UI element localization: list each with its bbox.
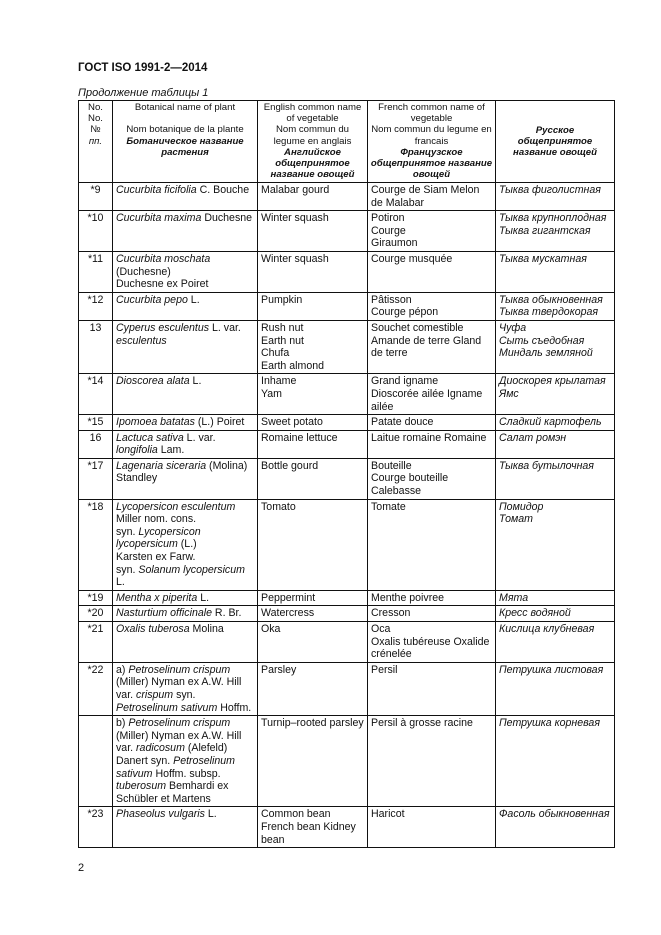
botanical-name-cell xyxy=(113,606,258,622)
table-row xyxy=(79,716,615,807)
botanical-name-italic: Lagenaria siceraria xyxy=(116,459,207,472)
botanical-name-italic: radicosum xyxy=(136,742,185,755)
english-name-cell-line: Earth almond xyxy=(261,359,325,372)
header-russian-name: Русское общепринятое название овощей xyxy=(496,101,615,183)
russian-name-cell-line: Миндаль земляной xyxy=(499,347,593,360)
french-name-cell-line: Haricot xyxy=(371,808,405,821)
botanical-name-cell xyxy=(113,415,258,431)
botanical-name-author: syn. xyxy=(116,563,139,576)
botanical-name-author: L. xyxy=(189,375,202,388)
table-row xyxy=(79,662,615,715)
botanical-name-italic: Oxalis tuberosa xyxy=(116,623,190,635)
russian-name-cell-line: Тыква фиголистная xyxy=(499,184,601,196)
russian-name-cell xyxy=(496,211,615,252)
row-number: *22 xyxy=(79,662,113,715)
row-number: *21 xyxy=(79,622,113,663)
english-name-cell xyxy=(258,499,368,590)
english-name-cell xyxy=(258,415,368,431)
table-row xyxy=(79,499,615,590)
russian-name-cell xyxy=(496,183,615,211)
english-name-cell xyxy=(258,590,368,606)
french-name-cell-line: Pâtisson xyxy=(371,293,412,306)
botanical-name-italic: Ipomoea batatas xyxy=(116,416,195,429)
english-name-cell xyxy=(258,183,368,211)
botanical-name-italic: longifolia xyxy=(116,444,158,457)
botanical-name-cell xyxy=(113,590,258,606)
russian-name-cell-line: Сыть съедобная xyxy=(499,334,585,347)
french-name-cell xyxy=(368,211,496,252)
russian-name-cell-line: Тыква бутылочная xyxy=(499,459,594,472)
row-number: *19 xyxy=(79,590,113,606)
russian-name-cell-line: Кресс водяной xyxy=(499,607,571,620)
french-name-cell xyxy=(368,606,496,622)
botanical-name-italic: Lactuca sativa xyxy=(116,431,184,444)
english-name-cell-line: Peppermint xyxy=(261,591,316,604)
botanical-name-cell xyxy=(113,292,258,320)
french-name-cell xyxy=(368,590,496,606)
row-number: *12 xyxy=(79,292,113,320)
botanical-name-cell xyxy=(113,211,258,252)
english-name-cell-line: Romaine lettuce xyxy=(261,431,338,444)
english-name-cell xyxy=(258,622,368,663)
russian-name-cell-line: Помидор xyxy=(499,500,544,513)
botanical-name-italic: Mentha x piperita xyxy=(116,591,198,604)
french-name-cell-line: Oxalis tubéreuse Oxalide crénelée xyxy=(371,635,490,661)
french-name-cell xyxy=(368,662,496,715)
header-english-name: English common name of vegetable Nom commun du legume en anglais Английское общепринятое название овощей xyxy=(258,101,368,183)
botanical-name-author: (Duchesne) xyxy=(116,265,171,278)
russian-name-cell xyxy=(496,430,615,458)
russian-name-cell-line: Петрушка листовая xyxy=(499,663,604,676)
russian-name-cell xyxy=(496,374,615,415)
english-name-cell-line: Watercress xyxy=(261,607,315,620)
botanical-name-italic: crispum xyxy=(136,688,174,701)
english-name-cell xyxy=(258,430,368,458)
botanical-name-cell xyxy=(113,251,258,292)
botanical-name-author: Duchesne ex Poiret xyxy=(116,278,209,291)
botanical-name-author: Molina xyxy=(189,623,224,635)
english-name-cell-line: Winter squash xyxy=(261,212,329,225)
english-name-cell-line: Parsley xyxy=(261,663,297,676)
botanical-name-author: (Alefeld) Danert syn. xyxy=(116,742,228,767)
english-name-cell-line: Turnip–rooted parsley xyxy=(261,717,364,730)
table-row xyxy=(79,590,615,606)
english-name-cell-line: Yam xyxy=(261,387,282,400)
russian-name-cell xyxy=(496,662,615,715)
botanical-name-author: Hoffm. xyxy=(217,701,252,714)
french-name-cell-line: Courge de Siam Melon de Malabar xyxy=(371,184,480,209)
table-row xyxy=(79,458,615,499)
row-number: *20 xyxy=(79,606,113,622)
english-name-cell-line: Oka xyxy=(261,623,281,635)
russian-name-cell xyxy=(496,622,615,663)
french-name-cell-line: Patate douce xyxy=(371,416,434,429)
botanical-name-author: L. xyxy=(204,808,217,821)
english-name-cell-line: Pumpkin xyxy=(261,293,303,306)
french-name-cell-line: Cresson xyxy=(371,607,411,620)
page-number: 2 xyxy=(78,862,85,874)
botanical-name-author: L. var. xyxy=(209,321,241,334)
russian-name-cell-line: Тыква обыкновенная Тыква твердокорая xyxy=(499,293,603,319)
english-name-cell-line: Tomato xyxy=(261,500,296,513)
french-name-cell-line: Dioscorée ailée Igname ailée xyxy=(371,387,483,413)
russian-name-cell xyxy=(496,499,615,590)
header-number: No. No. № пп. xyxy=(79,101,113,183)
english-name-cell xyxy=(258,211,368,252)
english-name-cell-line: Earth nut xyxy=(261,334,304,347)
french-name-cell xyxy=(368,415,496,431)
english-name-cell-line: Common bean French bean Kidney bean xyxy=(261,808,356,846)
botanical-name-author: L. var. xyxy=(183,431,216,444)
french-name-cell-line: Courge musquée xyxy=(371,252,453,265)
botanical-name-italic: Petroselinum crispum xyxy=(128,663,231,676)
russian-name-cell xyxy=(496,807,615,848)
row-number: *10 xyxy=(79,211,113,252)
french-name-cell-line: Persil à grosse racine xyxy=(371,717,473,730)
botanical-name-cell xyxy=(113,716,258,807)
row-number: *17 xyxy=(79,458,113,499)
table-row xyxy=(79,320,615,373)
french-name-cell-line: Souchet comestible xyxy=(371,321,464,334)
english-name-cell-line: Rush nut xyxy=(261,321,304,334)
table-row xyxy=(79,415,615,431)
botanical-name-italic: Cyperus esculentus xyxy=(116,321,210,334)
table-row xyxy=(79,807,615,848)
russian-name-cell xyxy=(496,458,615,499)
botanical-name-author: (Molina) xyxy=(206,459,248,472)
english-name-cell-line: Malabar gourd xyxy=(261,184,330,196)
botanical-name-author: (L.) Poiret xyxy=(194,416,245,429)
botanical-name-italic: Nasturtium officinale xyxy=(116,607,212,620)
french-name-cell-line: Courge bouteille xyxy=(371,472,449,485)
botanical-name-cell xyxy=(113,499,258,590)
french-name-cell-line: Menthe poivree xyxy=(371,591,445,604)
botanical-name-author: Bemhardi ex Schübler et Martens xyxy=(116,780,229,805)
table-row xyxy=(79,606,615,622)
row-number: 13 xyxy=(79,320,113,373)
header-botanical-name: Botanical name of plant Nom botanique de la plante Ботаническое название растения xyxy=(113,101,258,183)
russian-name-cell-line: Тыква крупноплодная xyxy=(499,212,607,225)
french-name-cell-line: Giraumon xyxy=(371,237,418,250)
table-row xyxy=(79,211,615,252)
botanical-name-cell xyxy=(113,622,258,663)
russian-name-cell xyxy=(496,590,615,606)
english-name-cell xyxy=(258,320,368,373)
botanical-name-author: a) xyxy=(116,663,129,676)
english-name-cell xyxy=(258,606,368,622)
french-name-cell-line: Courge xyxy=(371,224,406,237)
english-name-cell-line: Sweet potato xyxy=(261,416,323,429)
vegetables-table xyxy=(78,100,615,848)
table-row xyxy=(79,430,615,458)
russian-name-cell-line: Тыква гигантская xyxy=(499,224,591,237)
botanical-name-italic: Cucurbita pepo xyxy=(116,293,188,306)
botanical-name-author: (L.) xyxy=(177,538,197,551)
english-name-cell xyxy=(258,662,368,715)
english-name-cell-line: Chufa xyxy=(261,347,290,360)
botanical-name-author: Hoffm. subsp. xyxy=(152,767,221,780)
english-name-cell xyxy=(258,458,368,499)
botanical-name-cell xyxy=(113,320,258,373)
russian-name-cell xyxy=(496,716,615,807)
french-name-cell-line: Oca xyxy=(371,623,391,635)
russian-name-cell-line: Фасоль обыкновенная xyxy=(499,808,610,821)
row-number: *11 xyxy=(79,251,113,292)
botanical-name-italic: Phaseolus vulgaris xyxy=(116,808,205,821)
french-name-cell xyxy=(368,499,496,590)
botanical-name-author: L. xyxy=(197,591,210,604)
botanical-name-author: C. Bouche xyxy=(196,184,250,196)
botanical-name-author: Standley xyxy=(116,472,158,485)
row-number: *15 xyxy=(79,415,113,431)
botanical-name-italic: Cucurbita moschata xyxy=(116,252,211,265)
english-name-cell-line: Bottle gourd xyxy=(261,459,319,472)
french-name-cell xyxy=(368,374,496,415)
row-number: *9 xyxy=(79,183,113,211)
botanical-name-cell xyxy=(113,183,258,211)
english-name-cell xyxy=(258,807,368,848)
french-name-cell-line: Potiron xyxy=(371,212,405,225)
russian-name-cell xyxy=(496,292,615,320)
botanical-name-author: Duchesne xyxy=(201,212,253,225)
russian-name-cell-line: Тыква мускатная xyxy=(499,252,587,265)
table-row xyxy=(79,183,615,211)
english-name-cell xyxy=(258,716,368,807)
botanical-name-italic: Cucurbita maxima xyxy=(116,212,202,225)
botanical-name-author: (Miller) Nyman ex A.W. Hill var. xyxy=(116,729,242,755)
table-row xyxy=(79,292,615,320)
table-row xyxy=(79,622,615,663)
french-name-cell xyxy=(368,807,496,848)
french-name-cell-line: Grand igname xyxy=(371,375,439,388)
french-name-cell xyxy=(368,251,496,292)
russian-name-cell xyxy=(496,320,615,373)
russian-name-cell xyxy=(496,415,615,431)
botanical-name-italic: Cucurbita ficifolia xyxy=(116,184,197,196)
botanical-name-author: L. xyxy=(187,293,200,306)
botanical-name-author: Lam. xyxy=(157,444,185,457)
botanical-name-cell xyxy=(113,374,258,415)
botanical-name-cell xyxy=(113,430,258,458)
english-name-cell-line: Inhame xyxy=(261,375,297,388)
botanical-name-author: L. xyxy=(116,576,125,589)
french-name-cell-line: Bouteille xyxy=(371,459,412,472)
french-name-cell xyxy=(368,430,496,458)
french-name-cell xyxy=(368,292,496,320)
table-row xyxy=(79,251,615,292)
french-name-cell-line: Calebasse xyxy=(371,485,422,498)
french-name-cell xyxy=(368,183,496,211)
russian-name-cell-line: Диоскорея крылатая xyxy=(499,375,606,388)
botanical-name-italic: Petroselinum crispum xyxy=(128,717,231,730)
english-name-cell-line: Winter squash xyxy=(261,252,329,265)
botanical-name-author: syn. xyxy=(116,525,139,538)
row-number: 16 xyxy=(79,430,113,458)
botanical-name-italic: Petroselinum sativum xyxy=(116,701,218,714)
french-name-cell-line: Courge pépon xyxy=(371,306,439,319)
french-name-cell-line: Laitue romaine Romaine xyxy=(371,431,487,444)
french-name-cell-line: Tomate xyxy=(371,500,406,513)
english-name-cell xyxy=(258,292,368,320)
botanical-name-italic: esculentus xyxy=(116,334,167,347)
botanical-name-cell xyxy=(113,458,258,499)
botanical-name-author: R. Br. xyxy=(211,607,242,620)
botanical-name-italic: Lycopersicon esculentum xyxy=(116,500,236,513)
botanical-name-cell xyxy=(113,662,258,715)
french-name-cell xyxy=(368,458,496,499)
document-code: ГОСТ ISO 1991-2—2014 xyxy=(78,62,208,74)
botanical-name-author: (Miller) Nyman ex A.W. Hill var. xyxy=(116,676,242,701)
botanical-name-italic: Petroselinum sativum xyxy=(116,754,235,780)
row-number xyxy=(79,716,113,807)
french-name-cell xyxy=(368,716,496,807)
botanical-name-author: Karsten ex Farw. xyxy=(116,551,196,564)
botanical-name-author: Miller nom. cons. xyxy=(116,513,197,526)
russian-name-cell-line: Сладкий картофель xyxy=(499,416,602,429)
russian-name-cell xyxy=(496,606,615,622)
russian-name-cell-line: Томат xyxy=(499,513,533,526)
russian-name-cell-line: Чуфа xyxy=(499,321,527,334)
botanical-name-author: b) xyxy=(116,717,129,730)
table-continuation-label: Продолжение таблицы 1 xyxy=(78,87,209,99)
russian-name-cell-line: Мята xyxy=(499,591,529,604)
french-name-cell xyxy=(368,622,496,663)
russian-name-cell-line: Ямс xyxy=(499,387,519,400)
french-name-cell-line: Amande de terre Gland de terre xyxy=(371,334,482,360)
botanical-name-italic: tuberosum xyxy=(116,780,167,793)
table-row xyxy=(79,374,615,415)
row-number: *18 xyxy=(79,499,113,590)
botanical-name-italic: Solanum lycopersicum xyxy=(138,563,245,576)
row-number: *14 xyxy=(79,374,113,415)
header-french-name: French common name of vegetable Nom commun du legume en francais Французское общепринятое название овощей xyxy=(368,101,496,183)
botanical-name-cell xyxy=(113,807,258,848)
botanical-name-italic: Lycopersicon lycopersicum xyxy=(116,525,201,551)
botanical-name-author: syn. xyxy=(173,688,196,701)
french-name-cell-line: Persil xyxy=(371,663,398,676)
row-number: *23 xyxy=(79,807,113,848)
russian-name-cell-line: Петрушка корневая xyxy=(499,717,600,730)
russian-name-cell-line: Кислица клубневая xyxy=(499,623,595,635)
french-name-cell xyxy=(368,320,496,373)
english-name-cell xyxy=(258,374,368,415)
botanical-name-italic: Dioscorea alata xyxy=(116,375,190,388)
russian-name-cell-line: Салат ромэн xyxy=(499,431,567,444)
russian-name-cell xyxy=(496,251,615,292)
table-header-row xyxy=(79,101,615,183)
english-name-cell xyxy=(258,251,368,292)
